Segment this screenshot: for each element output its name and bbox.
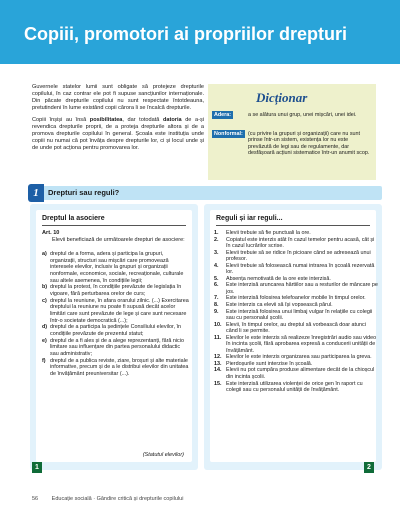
list-item [214,322,378,335]
list-item-text: Elevii trebuie să folosească numai intrarea în școală rezervată lor. [226,262,375,276]
list-item-number: 2. [214,236,219,243]
list-item [42,324,190,337]
list-item [214,335,378,355]
section-number: 1 [28,184,44,202]
article-intro: Elevii beneficiază de următoarele drepturi de asociere: [52,237,185,243]
left-panel [30,204,198,470]
list-item-text: Este interzis ca elevii să își vopsească părul. [226,302,333,309]
rights-card-title: Dreptul la asociere [42,215,105,222]
list-item-text: dreptul la reuniune, în afara orarului zilnic. (...) Exercitarea dreptului la reuniune nu poate fi supusă decât acelor limitări care sunt prevăzute de lege și care sunt necesare într-o societate democratică (...); [50,297,189,324]
list-item-number: 6. [214,282,219,289]
list-item-letter: e) [42,337,47,344]
list-item-text: Este interzisă utilizarea violenței de orice gen în raport cu colegii sau cu personalul unității de învățământ. [226,380,363,394]
intro-p2-bold-possibility: posibilitatea [89,117,123,123]
list-item-number: 3. [214,249,219,256]
list-item [214,309,378,322]
list-item [214,381,378,394]
list-item-number: 12. [214,354,222,361]
dictionary-entry [212,112,372,118]
list-item [42,251,190,284]
list-item [214,237,378,250]
list-item-text: Este interzisă folosirea telefoanelor mobile în timpul orelor. [226,295,366,302]
list-item-number: 1. [214,230,219,236]
list-item [42,358,190,378]
list-item-number: 5. [214,275,219,282]
divider [42,225,186,226]
list-item-text: Este interzisă folosirea unui limbaj vulgar în relațiile cu colegii sau cu personalul școlii. [226,308,373,322]
dictionary-box [208,84,376,180]
list-item-number: 8. [214,302,219,309]
page-number: 56 [32,496,39,502]
page-header [0,0,400,64]
intro-text [32,84,204,157]
list-item-text: Elevilor le este interzis să realizeze înregistrări audio sau video în incinta școlii, fără aprobarea expresă a conducerii unității de învățământ. [226,334,377,354]
list-item-text: Elevii nu pot cumpăra produse alimentare decât de la chioșcul din incinta școlii. [226,367,375,381]
list-item-number: 10. [214,321,222,328]
section-title: Drepturi sau reguli? [48,188,120,197]
list-item-letter: b) [42,284,48,291]
list-item-text: Elevii trebuie să fie punctuali la ore. [226,230,311,236]
list-item-number: 13. [214,360,222,367]
rules-card-title: Reguli și iar reguli... [216,215,283,222]
list-item-text: dreptul de a forma, adera și participa la grupuri, organizații, structuri sau mișcări care promovează interesele elevilor, inclusiv la grupuri și organizații nonformale, economice, sociale, recreaționale, culturale sau altele asemenea, în condițiile legii; [50,251,184,284]
intro-p2-bold-duty: datoria [162,117,182,123]
list-item-number: 11. [214,334,222,341]
dictionary-term: Nonformal: [214,131,243,137]
card-badge-1: 1 [32,462,42,473]
rules-list [214,230,378,394]
card-badge-2: 2 [364,462,374,473]
rules-card [210,210,376,462]
page-title: Copiii, promotori ai propriilor drepturi [24,24,347,44]
list-item-letter: f) [42,357,46,364]
rights-list [42,251,190,377]
list-item-text: Elevii trebuie să se ridice în picioare când se adresează unui profesor. [226,249,371,263]
list-item-text: Absența nemotivată de la ore este interzisă. [226,275,331,282]
list-item-text: dreptul de a publica reviste, ziare, broșuri și alte materiale informative, precum și de a le distribui elevilor din unitatea de învățământ preuniversitar (...). [50,357,189,377]
dictionary-title: Dicționar [256,90,308,105]
list-item [214,367,378,380]
dictionary-entry [212,131,372,157]
page-footer [32,496,183,502]
list-item-letter: a) [42,251,47,257]
intro-p2-text: de a-și revendica drepturile proprii, de a proteja drepturile altora și de a promova drepturile copilului în general. Școala este instituția unde copiii nu numai că pot învăța despre drepturile lor, ci și locul unde și de unde pot acționa pentru promovarea lor. [32,117,204,151]
list-item-text: Este interzisă aruncarea hârtiilor sau a resturilor de mâncare pe jos. [226,282,378,295]
list-item-letter: d) [42,324,48,331]
list-item [214,282,378,295]
list-item-text: Elevilor le este interzis organizarea sau participarea la greva. [226,354,372,361]
list-item-text: dreptul de a fi ales și de a alege reprezentanți, fără nicio limitare sau influențare din partea personalului didactic sau administrativ; [50,337,184,357]
list-item-number: 4. [214,262,219,269]
list-item-text: dreptul de a participa la ședințele Consiliului elevilor, în condițiile prevăzute de prezentul statut; [50,324,181,337]
list-item-letter: c) [42,297,47,304]
right-panel [204,204,382,470]
list-item [42,284,190,297]
article-number: Art. 10 [42,230,60,236]
list-item [214,250,378,263]
intro-paragraph-1: Guvernele statelor lumii sunt obligate să protejeze drepturile copilului, în caz contrar ele pot fi supuse sancțiunilor internaționale. Din păcate drepturile copilului nu sunt respectate întotdeauna, pretutindeni în lume existând copii cărora li se încalcă drepturile. [32,84,204,111]
intro-p2-text: , dar totodată [122,117,163,123]
list-item-text: Pierdoșurile sunt interzise în școală. [226,360,313,367]
dictionary-term: Adera: [214,112,232,118]
intro-p2-text: Copiii înșiși au însă [32,117,90,123]
intro-paragraph-2 [32,117,204,152]
list-item-text: Copiatul este interzis atât în cazul temelor pentru acasă, cât și în cazul lucrărilor scrise. [226,236,375,250]
list-item-text: dreptul la protest, în condițiile prevăzute de legislația în vigoare, fără perturbarea orelor de curs; [50,284,182,297]
section-header [30,186,382,200]
list-item-number: 9. [214,308,219,315]
list-item-number: 15. [214,380,222,387]
list-item-text: Elevii, în timpul orelor, au dreptul să vorbească doar atunci când li se permite. [226,321,366,335]
dictionary-definition: a se alătura unui grup, unei mișcări, unei idei. [248,111,357,118]
list-item-number: 14. [214,367,222,374]
dictionary-definition: (cu privire la grupuri și organizații) care nu sunt prinse într-un sistem, existența lor nu este prevăzută de legi sau de regulamente, dar desfășoară acțiuni sistematice într-un anumit scop. [248,130,370,157]
rights-card [36,210,192,462]
list-item-number: 7. [214,295,219,302]
source-citation: (Statutul elevilor) [142,452,184,458]
list-item [42,338,190,358]
list-item [214,263,378,276]
list-item [42,298,190,325]
footer-text: Educație socială · Gândire critică și drepturile copilului [51,496,184,502]
divider [216,225,370,226]
